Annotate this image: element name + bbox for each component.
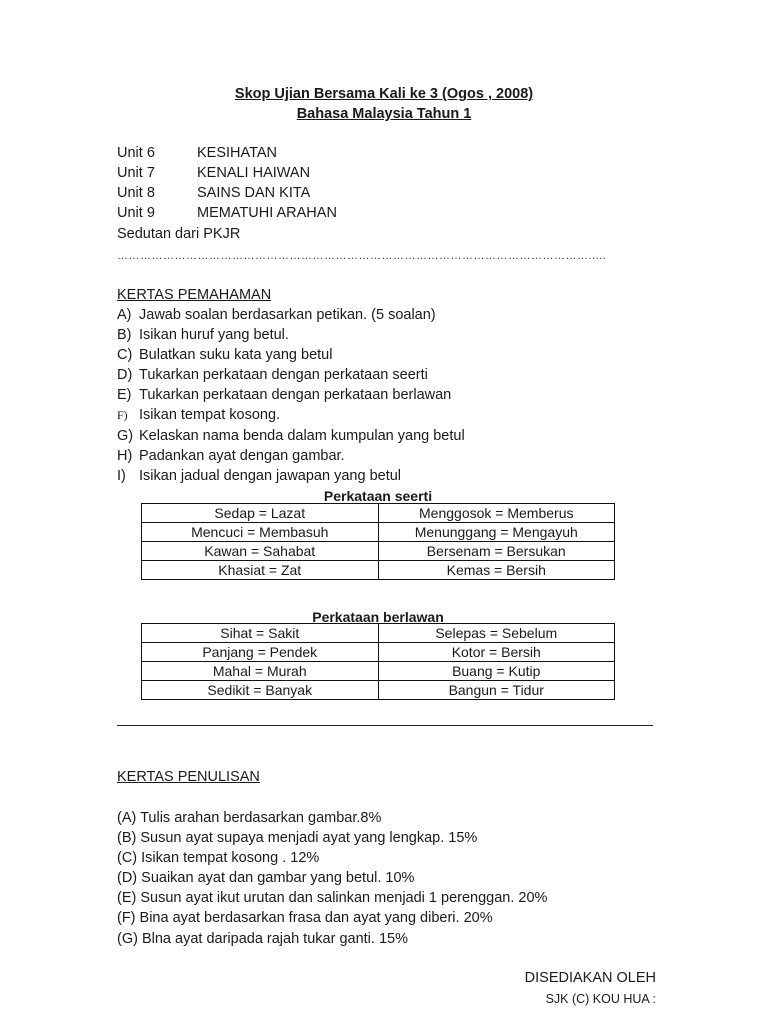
list-item: (D) Suaikan ayat dan gambar yang betul. 10% bbox=[117, 870, 415, 886]
item-text: Isikan huruf yang betul. bbox=[139, 327, 289, 343]
seerti-table-title: Perkataan seerti bbox=[323, 488, 433, 504]
horizontal-divider bbox=[117, 725, 653, 726]
table-cell: Sedap = Lazat bbox=[142, 504, 379, 523]
table-row bbox=[142, 504, 615, 523]
table-row bbox=[142, 542, 615, 561]
prepared-by-label: DISEDIAKAN OLEH bbox=[524, 970, 656, 986]
school-name: SJK (C) KOU HUA : bbox=[545, 992, 656, 1006]
unit-number: Unit 7 bbox=[117, 165, 155, 181]
table-cell: Selepas = Sebelum bbox=[378, 624, 615, 643]
item-text: Bulatkan suku kata yang betul bbox=[139, 347, 333, 363]
table-row bbox=[142, 643, 615, 662]
table-cell: Bangun = Tidur bbox=[378, 681, 615, 700]
item-letter: C) bbox=[117, 347, 133, 363]
document-title: Skop Ujian Bersama Kali ke 3 (Ogos , 2008) bbox=[234, 86, 534, 102]
table-cell: Buang = Kutip bbox=[378, 662, 615, 681]
table-cell: Bersenam = Bersukan bbox=[378, 542, 615, 561]
item-letter: I) bbox=[117, 468, 126, 484]
item-letter: D) bbox=[117, 367, 133, 383]
table-row bbox=[142, 662, 615, 681]
unit-number: Unit 8 bbox=[117, 185, 155, 201]
table-cell: Mahal = Murah bbox=[142, 662, 379, 681]
unit-line bbox=[117, 165, 310, 181]
table-cell: Mencuci = Membasuh bbox=[142, 523, 379, 542]
list-item bbox=[117, 367, 428, 383]
table-cell: Menunggang = Mengayuh bbox=[378, 523, 615, 542]
item-text: Tukarkan perkataan dengan perkataan berlawan bbox=[139, 387, 452, 403]
item-letter: A) bbox=[117, 307, 132, 323]
berlawan-table-title: Perkataan berlawan bbox=[312, 609, 444, 625]
list-item bbox=[117, 407, 280, 423]
unit-name: KESIHATAN bbox=[197, 145, 278, 161]
list-item: (E) Susun ayat ikut urutan dan salinkan menjadi 1 perenggan. 20% bbox=[117, 890, 548, 906]
table-cell: Kotor = Bersih bbox=[378, 643, 615, 662]
berlawan-table bbox=[141, 623, 615, 700]
item-letter: F) bbox=[117, 408, 128, 422]
list-item: (A) Tulis arahan berdasarkan gambar.8% bbox=[117, 810, 382, 826]
item-letter: H) bbox=[117, 448, 133, 464]
sedutan-line: Sedutan dari PKJR bbox=[117, 226, 241, 242]
table-cell: Kemas = Bersih bbox=[378, 561, 615, 580]
pemahaman-heading: KERTAS PEMAHAMAN bbox=[117, 287, 272, 303]
unit-name: MEMATUHI ARAHAN bbox=[197, 205, 337, 221]
unit-number: Unit 6 bbox=[117, 145, 155, 161]
list-item bbox=[117, 307, 436, 323]
seerti-table bbox=[141, 503, 615, 580]
list-item bbox=[117, 468, 401, 484]
item-text: Padankan ayat dengan gambar. bbox=[139, 448, 345, 464]
list-item: (F) Bina ayat berdasarkan frasa dan ayat yang diberi. 20% bbox=[117, 910, 493, 926]
unit-line bbox=[117, 145, 277, 161]
item-text: Tukarkan perkataan dengan perkataan seerti bbox=[139, 367, 428, 383]
list-item bbox=[117, 347, 332, 363]
table-cell: Sihat = Sakit bbox=[142, 624, 379, 643]
item-letter: G) bbox=[117, 428, 134, 444]
table-cell: Khasiat = Zat bbox=[142, 561, 379, 580]
list-item bbox=[117, 327, 289, 343]
list-item bbox=[117, 428, 465, 444]
table-row bbox=[142, 624, 615, 643]
list-item: (B) Susun ayat supaya menjadi ayat yang lengkap. 15% bbox=[117, 830, 478, 846]
item-letter: E) bbox=[117, 387, 132, 403]
table-cell: Panjang = Pendek bbox=[142, 643, 379, 662]
table-row bbox=[142, 681, 615, 700]
table-row bbox=[142, 523, 615, 542]
item-text: Isikan tempat kosong. bbox=[139, 407, 281, 423]
penulisan-heading: KERTAS PENULISAN bbox=[117, 769, 260, 785]
table-cell: Menggosok = Memberus bbox=[378, 504, 615, 523]
item-text: Jawab soalan berdasarkan petikan. (5 soalan) bbox=[139, 307, 436, 323]
item-letter: B) bbox=[117, 327, 132, 343]
unit-name: SAINS DAN KITA bbox=[197, 185, 311, 201]
unit-line bbox=[117, 185, 310, 201]
item-text: Isikan jadual dengan jawapan yang betul bbox=[139, 468, 402, 484]
table-row bbox=[142, 561, 615, 580]
table-cell: Kawan = Sahabat bbox=[142, 542, 379, 561]
list-item: (C) Isikan tempat kosong . 12% bbox=[117, 850, 320, 866]
document-subtitle: Bahasa Malaysia Tahun 1 bbox=[296, 106, 472, 122]
item-text: Kelaskan nama benda dalam kumpulan yang betul bbox=[139, 428, 465, 444]
table-cell: Sedikit = Banyak bbox=[142, 681, 379, 700]
unit-number: Unit 9 bbox=[117, 205, 155, 221]
list-item bbox=[117, 387, 451, 403]
unit-name: KENALI HAIWAN bbox=[197, 165, 311, 181]
list-item: (G) Blna ayat daripada rajah tukar ganti. 15% bbox=[117, 931, 408, 947]
unit-line bbox=[117, 205, 337, 221]
dotted-separator: ……………………………………………………………………………………………………………..... bbox=[117, 250, 607, 262]
list-item bbox=[117, 448, 345, 464]
